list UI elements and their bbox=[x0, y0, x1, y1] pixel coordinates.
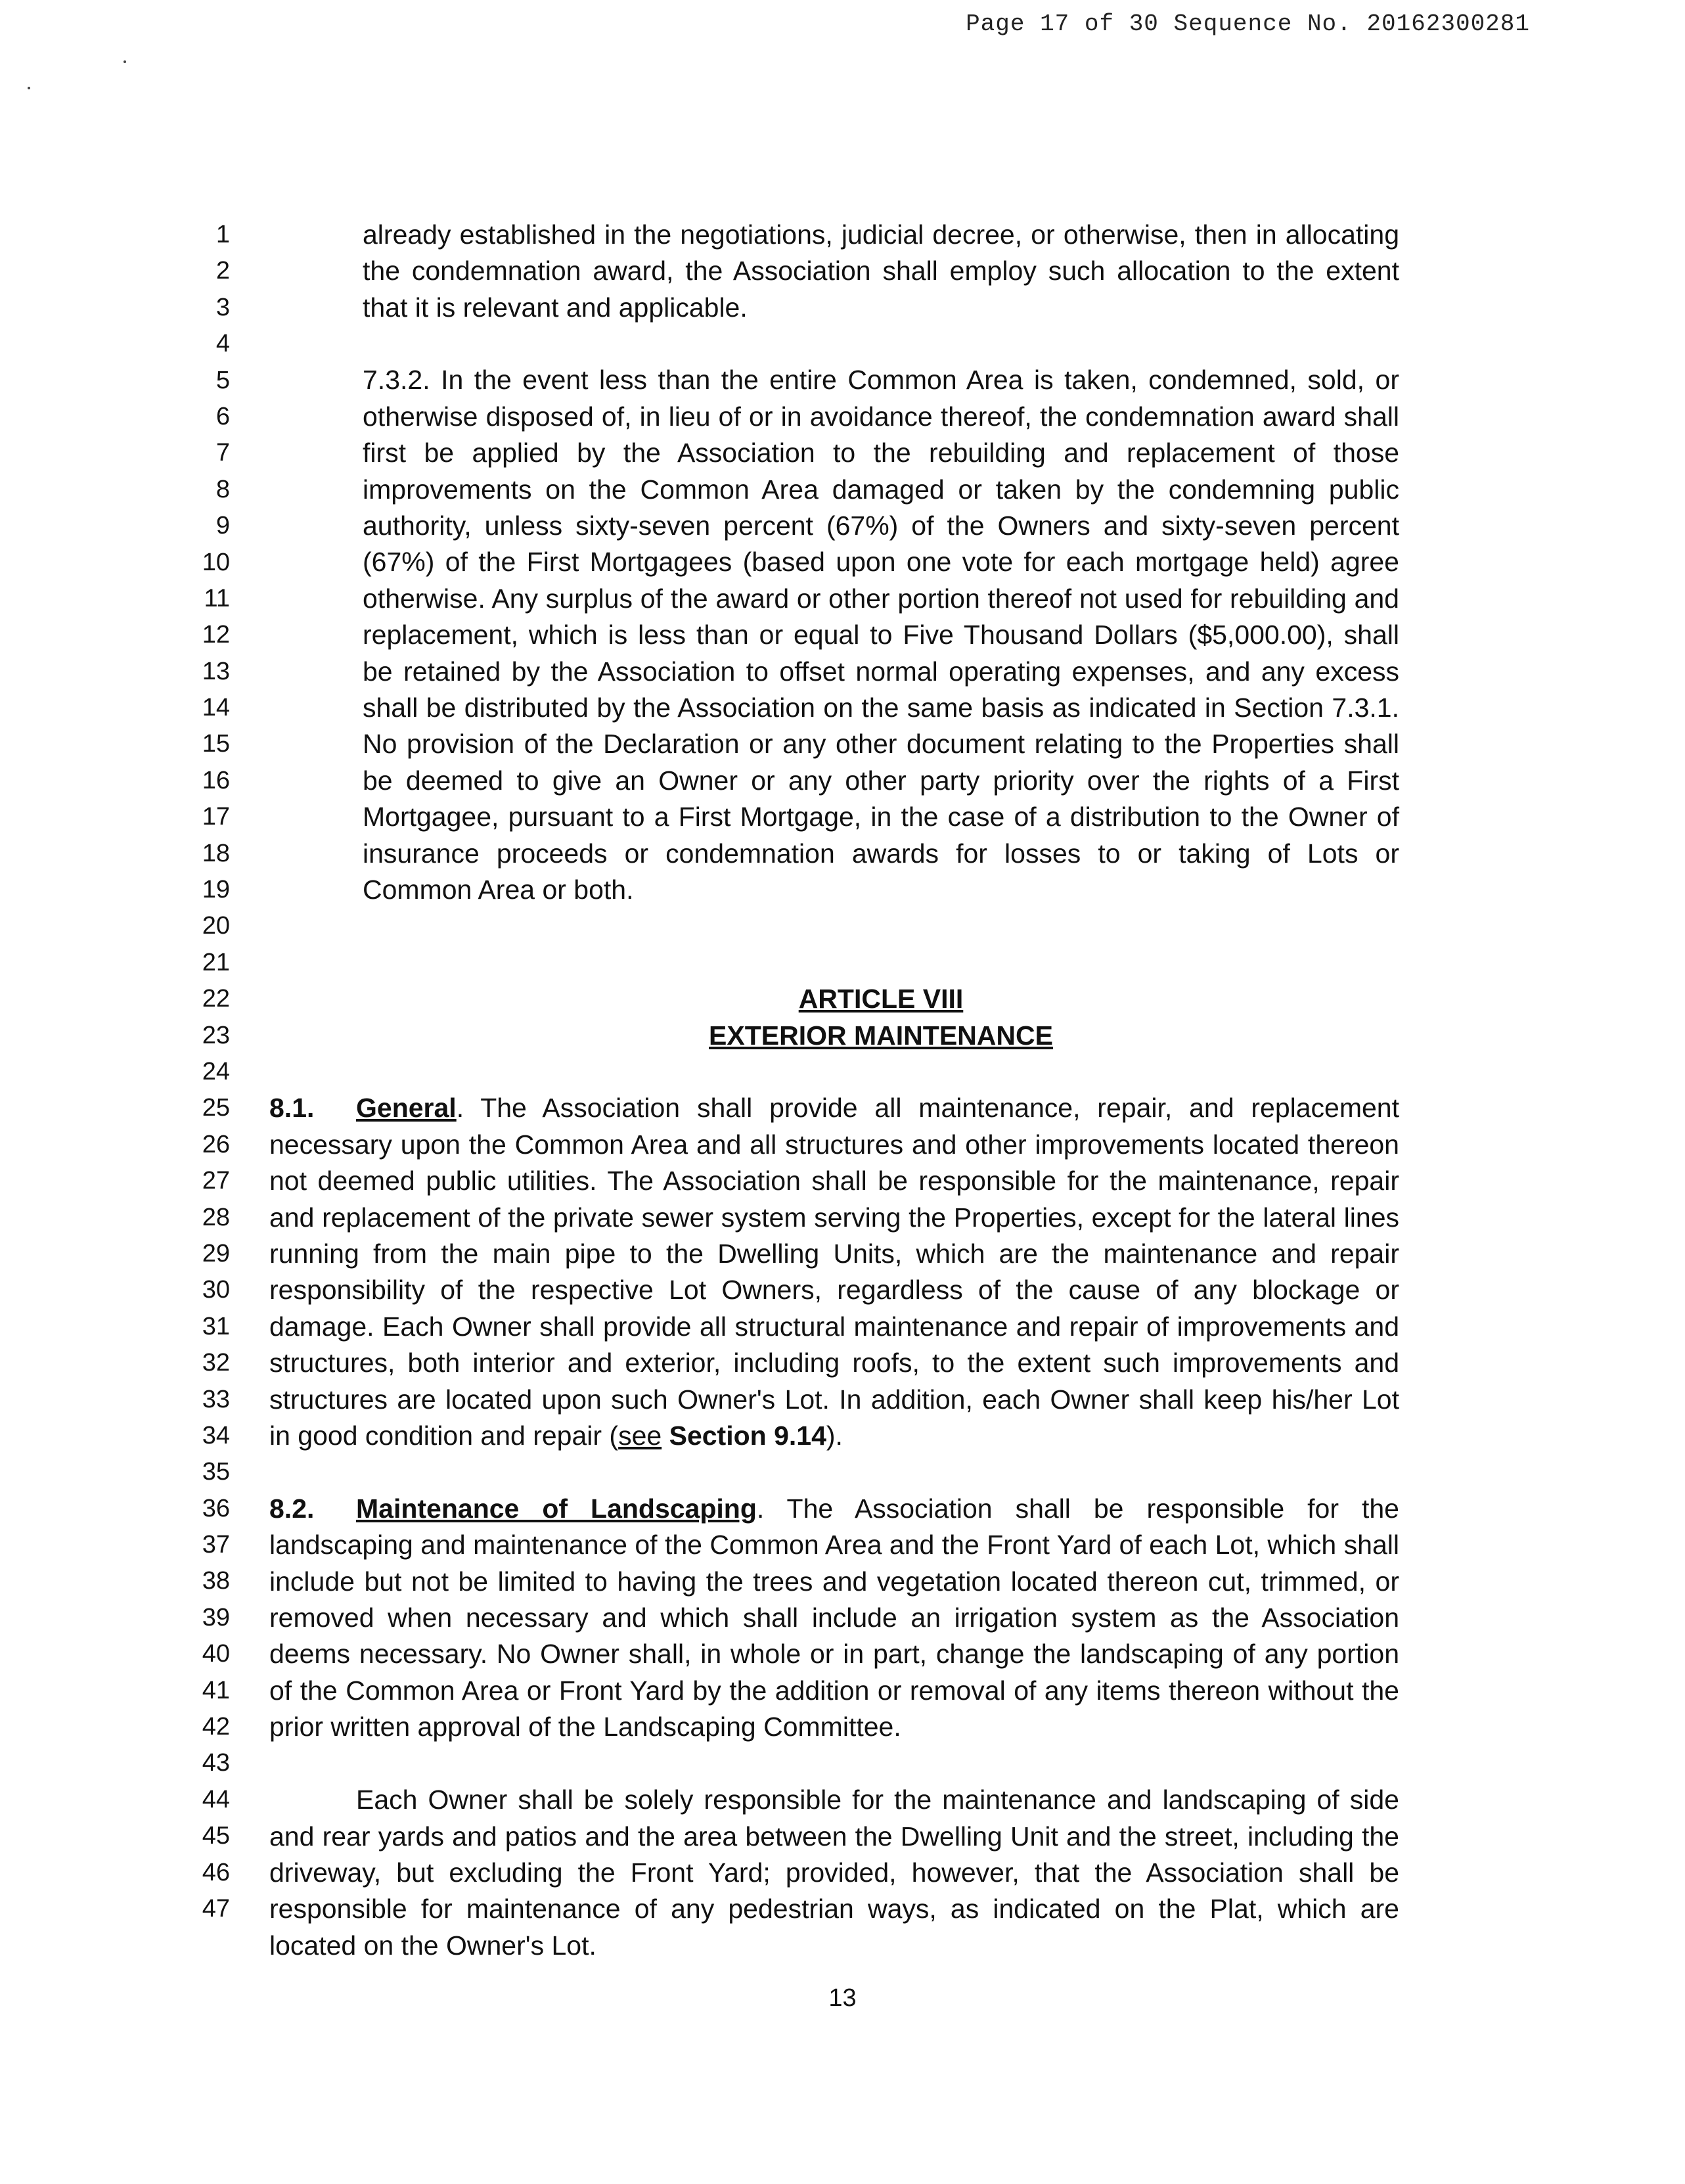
line-number: 11 bbox=[204, 584, 230, 612]
section-7-3-1-continuation: already established in the negotiations, judicial decree, or otherwise, then in allocating the condemnation award, the Association shall employ such allocation to the extent that it is relevant and applicable. bbox=[363, 219, 1399, 323]
line-number: 12 bbox=[202, 621, 230, 649]
section-8-1-ref: Section 9.14 bbox=[669, 1421, 826, 1451]
line-number: 35 bbox=[202, 1458, 230, 1486]
line-number: 16 bbox=[202, 766, 230, 794]
blank-line bbox=[363, 326, 1399, 362]
line-number: 15 bbox=[202, 730, 230, 758]
line-number: 46 bbox=[202, 1858, 230, 1886]
line-number: 20 bbox=[202, 912, 230, 940]
blank-line bbox=[269, 908, 1399, 944]
article-number: ARTICLE VIII bbox=[798, 984, 964, 1014]
line-number: 21 bbox=[202, 948, 230, 976]
line-number: 4 bbox=[215, 330, 230, 358]
section-7-3-2: 7.3.2. In the event less than the entire Common Area is taken, condemned, sold, or otherwise disposed of, in lieu of or in avoidance thereof, the condemnation award shall first be applied by the Association to the rebuilding and replacement of those improvements on the Common Area damaged or taken by the condemning public authority, unless sixty-seven percent (67%) of the Owners and sixty-seven percent (67%) of the First Mortgagees (based upon one vote for each mortgage held) agree otherwise. Any surplus of the award or other portion thereof not used for rebuilding and replacement, which is less than or equal to Five Thousand Dollars ($5,000.00), shall be retained by the Association to offset normal operating expenses, and any excess shall be distributed by the Association on the same basis as indicated in Section 7.3.1. No provision of the Declaration or any other document relating to the Properties shall be deemed to give an Owner or any other party priority over the rights of a First Mortgagee, pursuant to a First Mortgage, in the case of a distribution to the Owner of insurance proceeds or condemnation awards for losses to or taking of Lots or Common Area or both. bbox=[363, 365, 1399, 905]
line-number: 30 bbox=[202, 1276, 230, 1304]
line-number: 41 bbox=[202, 1676, 230, 1704]
line-number: 8 bbox=[215, 475, 230, 503]
line-number: 37 bbox=[202, 1531, 230, 1559]
line-number: 25 bbox=[202, 1094, 230, 1122]
section-8-2-title: Maintenance of Landscaping bbox=[356, 1493, 757, 1524]
line-number: 2 bbox=[215, 257, 230, 285]
line-number: 34 bbox=[202, 1421, 230, 1449]
scan-artifact-dot bbox=[124, 60, 126, 63]
line-number: 31 bbox=[202, 1312, 230, 1340]
section-8-1-number: 8.1. bbox=[269, 1093, 315, 1124]
section-8-1-title: General bbox=[356, 1093, 457, 1124]
line-number: 17 bbox=[202, 803, 230, 831]
section-8-2 bbox=[269, 1491, 1399, 1746]
line-number: 10 bbox=[202, 548, 230, 576]
line-number: 22 bbox=[202, 985, 230, 1013]
line-number: 28 bbox=[202, 1203, 230, 1231]
document-body bbox=[269, 217, 1399, 1964]
line-number: 29 bbox=[202, 1239, 230, 1267]
line-number-column bbox=[177, 217, 230, 1927]
blank-line bbox=[269, 1454, 1399, 1490]
line-number: 38 bbox=[202, 1567, 230, 1595]
section-8-2-number: 8.2. bbox=[269, 1493, 315, 1524]
line-number: 32 bbox=[202, 1349, 230, 1377]
scan-artifact-dot bbox=[28, 87, 30, 89]
page-sequence-stamp: Page 17 of 30 Sequence No. 20162300281 bbox=[966, 11, 1530, 37]
line-number: 27 bbox=[202, 1167, 230, 1195]
line-number: 44 bbox=[202, 1785, 230, 1813]
line-number: 5 bbox=[215, 366, 230, 394]
line-number: 47 bbox=[202, 1894, 230, 1922]
section-8-1-text: . The Association shall provide all maintenance, repair, and replacement necessary upon the Common Area and all structures and other improvements located thereon not deemed public utilities. The Association shall be responsible for the maintenance, repair and replacement of the private sewer system serving the Properties, except for the lateral lines running from the main pipe to the Dwelling Units, which are the maintenance and repair responsibility of the respective Lot Owners, regardless of the cause of any blockage or damage. Each Owner shall provide all structural maintenance and repair of improvements and structures, both interior and exterior, including roofs, to the extent such improvements and structures are located upon such Owner's Lot. In addition, each Owner shall keep his/her Lot in good condition and repair ( bbox=[269, 1093, 1399, 1451]
line-number: 45 bbox=[202, 1822, 230, 1850]
line-number: 24 bbox=[202, 1057, 230, 1085]
line-number: 7 bbox=[215, 439, 230, 467]
blank-line bbox=[269, 1746, 1399, 1782]
blank-line bbox=[269, 945, 1399, 981]
line-number: 13 bbox=[202, 657, 230, 685]
line-number: 3 bbox=[215, 293, 230, 321]
page-number: 13 bbox=[828, 1984, 857, 2012]
line-number: 43 bbox=[202, 1749, 230, 1777]
line-number: 1 bbox=[215, 221, 230, 248]
line-number: 18 bbox=[202, 839, 230, 867]
line-number: 6 bbox=[215, 402, 230, 430]
line-number: 23 bbox=[202, 1021, 230, 1049]
section-8-1-see: see bbox=[618, 1421, 662, 1451]
line-number: 19 bbox=[202, 876, 230, 904]
line-number: 14 bbox=[202, 694, 230, 722]
line-number: 9 bbox=[215, 512, 230, 540]
line-number: 33 bbox=[202, 1385, 230, 1413]
line-number: 39 bbox=[202, 1603, 230, 1631]
line-number: 40 bbox=[202, 1640, 230, 1668]
section-8-1 bbox=[269, 1090, 1399, 1454]
line-number: 26 bbox=[202, 1130, 230, 1158]
blank-line bbox=[269, 1054, 1399, 1090]
section-8-1-end: ). bbox=[826, 1421, 843, 1451]
line-number: 42 bbox=[202, 1713, 230, 1741]
section-8-2-text: . The Association shall be responsible for the landscaping and maintenance of the Common Area and the Front Yard of each Lot, which shall include but not be limited to having the trees and vegetation located thereon cut, trimmed, or removed when necessary and which shall include an irrigation system as the Association deems necessary. No Owner shall, in whole or in part, change the landscaping of any portion of the Common Area or Front Yard by the addition or removal of any items thereon without the prior written approval of the Landscaping Committee. bbox=[269, 1493, 1399, 1742]
section-8-2-paragraph-2: Each Owner shall be solely responsible for the maintenance and landscaping of side and rear yards and patios and the area between the Dwelling Unit and the street, including the driveway, but excluding the Front Yard; provided, however, that the Association shall be responsible for maintenance of any pedestrian ways, as indicated on the Plat, which are located on the Owner's Lot. bbox=[269, 1785, 1399, 1961]
article-title: EXTERIOR MAINTENANCE bbox=[709, 1020, 1053, 1051]
line-number: 36 bbox=[202, 1494, 230, 1522]
